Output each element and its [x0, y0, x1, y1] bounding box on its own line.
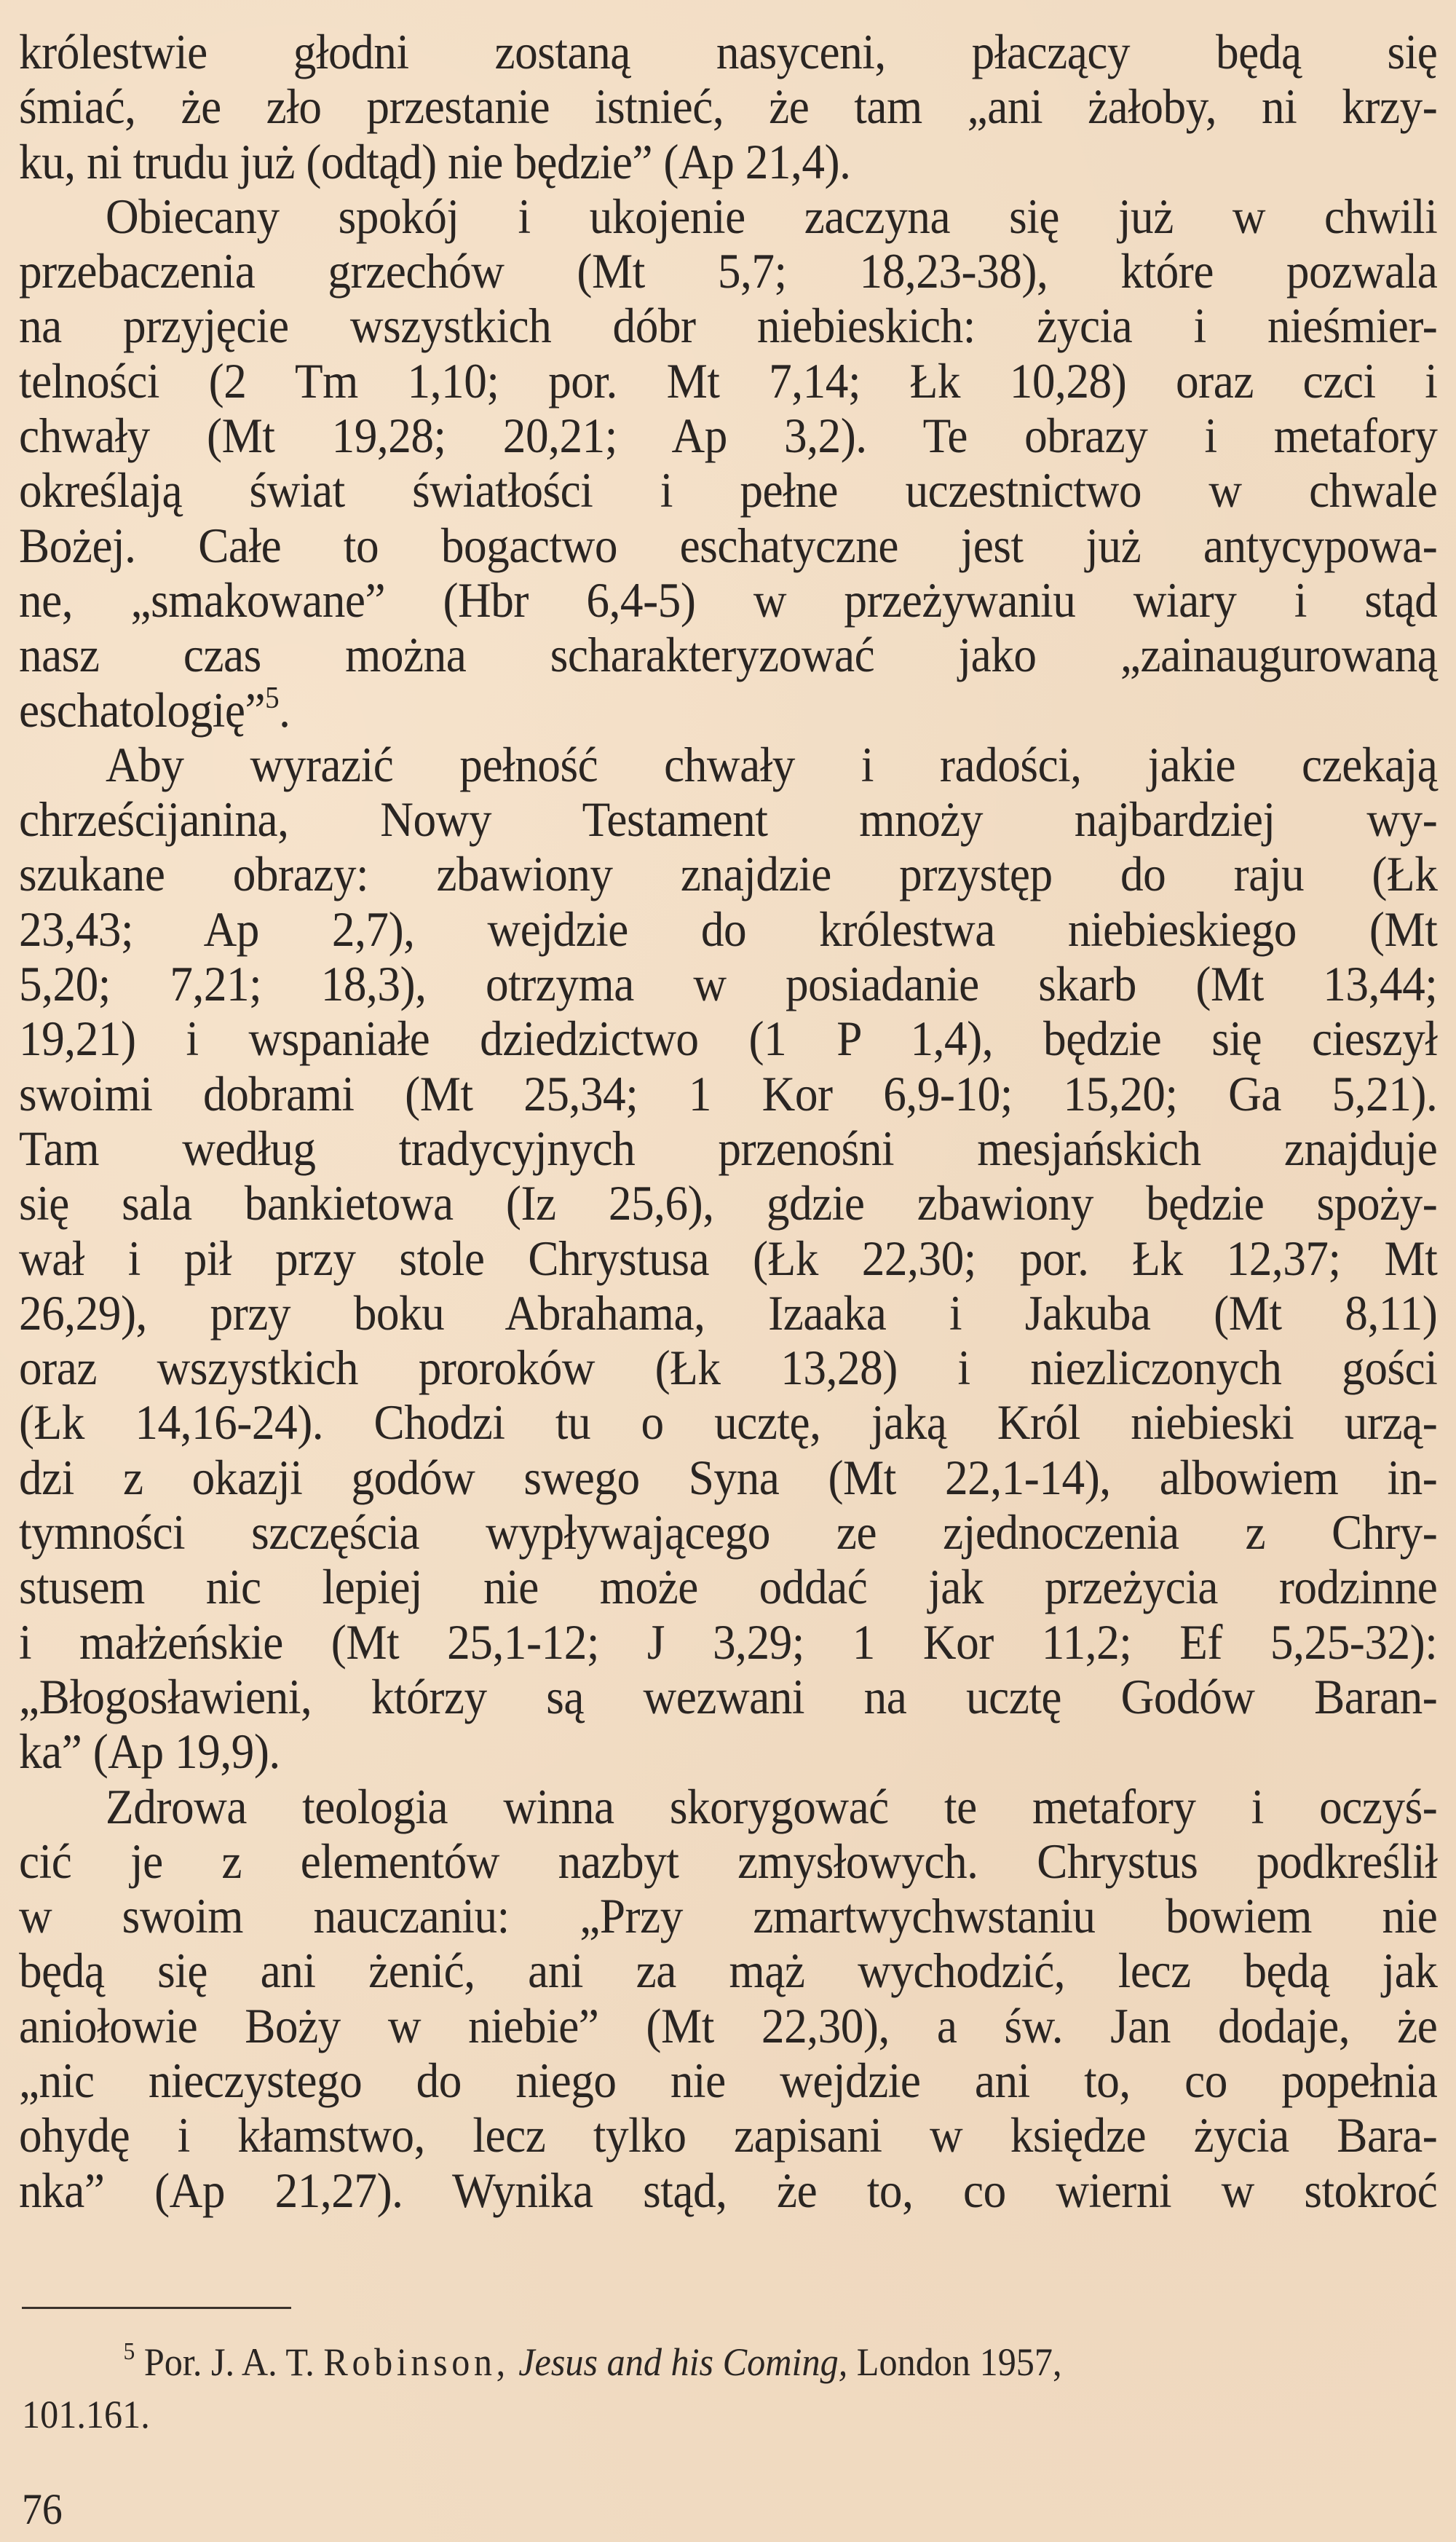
- text-line: śmiać, że zło przestanie istnieć, że tam „ani żałoby, ni krzy-: [19, 79, 1438, 135]
- text-line: 5,20; 7,21; 18,3), otrzyma w posiadanie skarb (Mt 13,44;: [19, 956, 1438, 1012]
- text-line: stusem nic lepiej nie może oddać jak przeżycia rodzinne: [19, 1559, 1438, 1615]
- text-line: w swoim nauczaniu: „Przy zmartwychwstaniu bowiem nie: [19, 1888, 1438, 1944]
- text-line: wał i pił przy stole Chrystusa (Łk 22,30; por. Łk 12,37; Mt: [19, 1230, 1438, 1286]
- paragraph-3: [19, 738, 1437, 1780]
- text-line: na przyjęcie wszystkich dóbr niebieskich: życia i nieśmier-: [19, 298, 1438, 354]
- body-text: [19, 25, 1437, 2218]
- text-line: oraz wszystkich proroków (Łk 13,28) i niezliczonych gości: [19, 1340, 1438, 1396]
- footnote-author: Robinson,: [323, 2340, 510, 2384]
- text-line: telności (2 Tm 1,10; por. Mt 7,14; Łk 10,28) oraz czci i: [19, 352, 1438, 408]
- footnote-line: 101.161.: [22, 2393, 150, 2436]
- text-line: cić je z elementów nazbyt zmysłowych. Chrystus podkreślił: [19, 1833, 1438, 1889]
- book-page: [19, 25, 1437, 2218]
- footnote-line: [22, 2336, 1341, 2388]
- text-line: Aby wyrazić pełność chwały i radości, jakie czekają: [106, 736, 1438, 792]
- text-line: Tam według tradycyjnych przenośni mesjańskich znajduje: [19, 1120, 1438, 1176]
- text-line: nasz czas można scharakteryzować jako „zainaugurowaną: [19, 627, 1438, 683]
- text-line: określają świat światłości i pełne uczestnictwo w chwale: [19, 462, 1438, 518]
- text-line: ohydę i kłamstwo, lecz tylko zapisani w księdze życia Bara-: [19, 2107, 1438, 2163]
- text-line: aniołowie Boży w niebie” (Mt 22,30), a św. Jan dodaje, że: [19, 1997, 1438, 2053]
- text-line: Obiecany spokój i ukojenie zaczyna się już w chwili: [106, 188, 1438, 244]
- text-line: tymności szczęścia wypływającego ze zjednoczenia z Chry-: [19, 1504, 1438, 1560]
- text-line: (Łk 14,16-24). Chodzi tu o ucztę, jaką Król niebieski urzą-: [19, 1394, 1438, 1450]
- text-line: ne, „smakowane” (Hbr 6,4-5) w przeżywaniu wiary i stąd: [19, 572, 1438, 628]
- text-line: się sala bankietowa (Iz 25,6), gdzie zbawiony będzie spoży-: [19, 1175, 1438, 1231]
- footnote-5: [22, 2336, 1341, 2441]
- text-line: i małżeńskie (Mt 25,1-12; J 3,29; 1 Kor 11,2; Ef 5,25-32):: [19, 1614, 1438, 1670]
- page-number: 76: [22, 2485, 63, 2533]
- text-line: „Błogosławieni, którzy są wezwani na ucztę Godów Baran-: [19, 1668, 1438, 1724]
- text-line: „nic nieczystego do niego nie wejdzie ani to, co popełnia: [19, 2052, 1438, 2108]
- text-line: ku, ni trudu już (odtąd) nie będzie” (Ap 21,4).: [19, 133, 851, 189]
- text-line: [19, 683, 1437, 738]
- footnote-title: Jesus and his Coming,: [518, 2340, 848, 2384]
- text-line: królestwie głodni zostaną nasyceni, płaczący będą się: [19, 24, 1438, 79]
- paragraph-4: [19, 1780, 1437, 2218]
- text-line: chwały (Mt 19,28; 20,21; Ap 3,2). Te obrazy i metafory: [19, 408, 1438, 464]
- footnote-reference[interactable]: 5: [265, 681, 280, 715]
- text-line: będą się ani żenić, ani za mąż wychodzić, lecz będą jak: [19, 1943, 1438, 1999]
- text-line: przebaczenia grzechów (Mt 5,7; 18,23-38), które pozwala: [19, 243, 1438, 299]
- text-line: chrześcijanina, Nowy Testament mnoży najbardziej wy-: [19, 792, 1438, 848]
- text-line: nka” (Ap 21,27). Wynika stąd, że to, co wierni w stokroć: [19, 2162, 1438, 2218]
- text-line: 19,21) i wspaniałe dziedzictwo (1 P 1,4), będzie się cieszył: [19, 1011, 1438, 1067]
- footnote-divider: [22, 2307, 291, 2309]
- footnote-suffix: London 1957,: [856, 2340, 1062, 2384]
- text-line-tail: .: [279, 682, 290, 738]
- text-line: ka” (Ap 19,9).: [19, 1724, 280, 1780]
- paragraph-1: [19, 25, 1437, 189]
- text-line: 23,43; Ap 2,7), wejdzie do królestwa niebieskiego (Mt: [19, 901, 1438, 957]
- paragraph-2: [19, 189, 1437, 738]
- text-line: Bożej. Całe to bogactwo eschatyczne jest już antycypowa-: [19, 517, 1438, 573]
- footnote-prefix: Por. J. A. T.: [143, 2340, 314, 2384]
- text-line: swoimi dobrami (Mt 25,34; 1 Kor 6,9-10; 15,20; Ga 5,21).: [19, 1065, 1438, 1121]
- footnote-marker: 5: [123, 2338, 135, 2365]
- text-line: 26,29), przy boku Abrahama, Izaaka i Jakuba (Mt 8,11): [19, 1284, 1438, 1341]
- text-line: Zdrowa teologia winna skorygować te metafory i oczyś-: [106, 1778, 1438, 1834]
- text-line: szukane obrazy: zbawiony znajdzie przystęp do raju (Łk: [19, 846, 1438, 902]
- text-line: dzi z okazji godów swego Syna (Mt 22,1-14), albowiem in-: [19, 1449, 1438, 1505]
- text-line-content: eschatologię”: [19, 682, 266, 738]
